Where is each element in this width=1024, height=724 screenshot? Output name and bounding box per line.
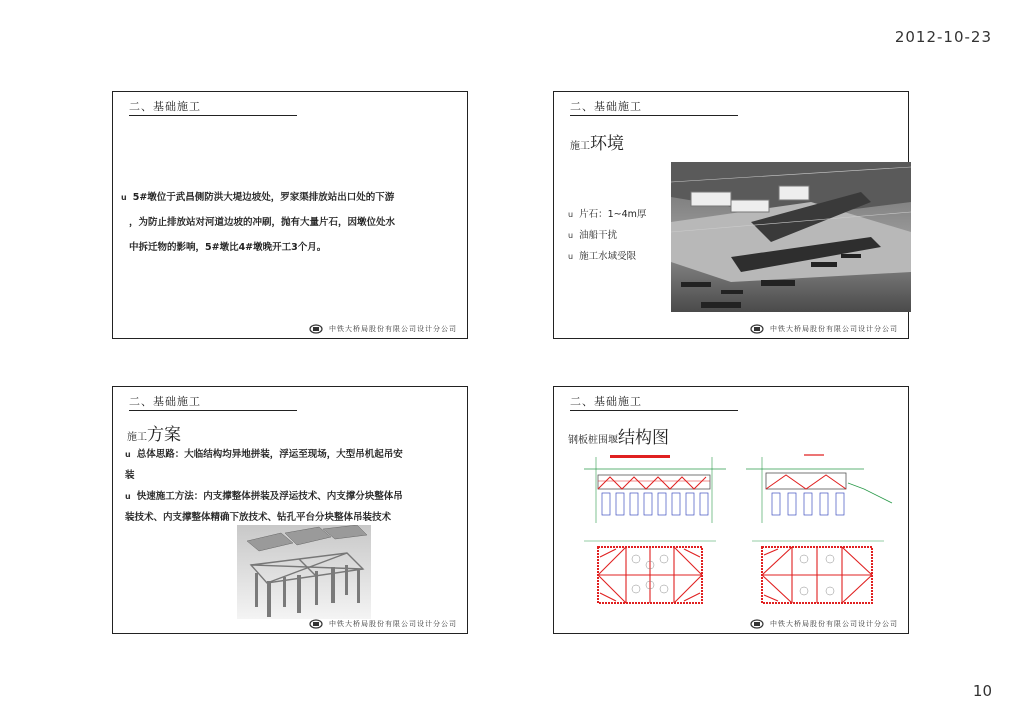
heading-large: 环境 [590,134,624,154]
slide-heading [568,423,669,448]
cofferdam-plan-drawing [580,535,720,609]
bullet-text: 施工水域受限 [579,251,637,262]
heading-small: 钢板桩围堰 [568,435,618,446]
slide-footer [309,619,457,629]
slide-footer [750,324,898,334]
slide-title: 二、基础施工 [129,395,297,411]
bullet-line [121,185,394,210]
slide-4[interactable] [553,386,909,634]
date-label: 2012-10-23 [894,28,992,46]
company-logo-icon [309,324,323,334]
company-name: 中铁大桥局股份有限公司设计分公司 [329,620,457,628]
company-name: 中铁大桥局股份有限公司设计分公司 [329,325,457,333]
bullet-text: 油船干扰 [579,230,618,241]
bullet-marker: u [568,210,574,219]
slide-heading [570,129,624,154]
line-text: 总体思路：大临结构均异地拼装，浮运至现场，大型吊机起吊安 [136,449,403,460]
slide-title: 二、基础施工 [570,395,738,411]
slide-title: 二、基础施工 [570,100,738,116]
cofferdam-plan-drawing-2 [748,535,888,609]
slide-1[interactable] [112,91,468,339]
heading-small: 施工 [127,432,147,443]
support-structure-3d-model [237,525,371,619]
bullet-line: 装 [125,470,135,481]
page-number: 10 [972,682,992,700]
cofferdam-section-drawing [744,453,894,529]
line-text: 5#墩位于武昌侧防洪大堤边坡处，罗家渠排放站出口处的下游 [132,192,395,203]
company-logo-icon [309,619,323,629]
company-logo-icon [750,619,764,629]
bullet-marker: u [125,492,131,501]
bullet-text: 片石：1~4m厚 [579,209,647,220]
bullet-line: ，为防止排放站对河道边坡的冲刷，抛有大量片石，因墩位处水 [129,217,396,228]
company-logo-icon [750,324,764,334]
bullet-line [125,442,403,467]
bullet-line: 装技术、内支撑整体精确下放技术、钻孔平台分块整体吊装技术 [125,512,392,523]
slide-3[interactable] [112,386,468,634]
slide-title: 二、基础施工 [129,100,297,116]
bullet-marker: u [568,231,574,240]
bullet-line: 中拆迁物的影响，5#墩比4#墩晚开工3个月。 [129,242,327,253]
bullet-item [568,244,636,269]
slide-footer [309,324,457,334]
slide-2[interactable] [553,91,909,339]
bullet-marker: u [121,193,127,202]
line-text: 快速施工方法：内支撑整体拼装及浮运技术、内支撑分块整体吊 [136,491,403,502]
heading-large: 方案 [147,425,181,445]
slide-footer [750,619,898,629]
company-name: 中铁大桥局股份有限公司设计分公司 [770,620,898,628]
cofferdam-elevation-drawing [580,453,730,529]
heading-large: 结构图 [618,428,669,448]
bullet-marker: u [125,450,131,459]
construction-site-photo [671,162,911,312]
bullet-marker: u [568,252,574,261]
heading-small: 施工 [570,141,590,152]
company-name: 中铁大桥局股份有限公司设计分公司 [770,325,898,333]
